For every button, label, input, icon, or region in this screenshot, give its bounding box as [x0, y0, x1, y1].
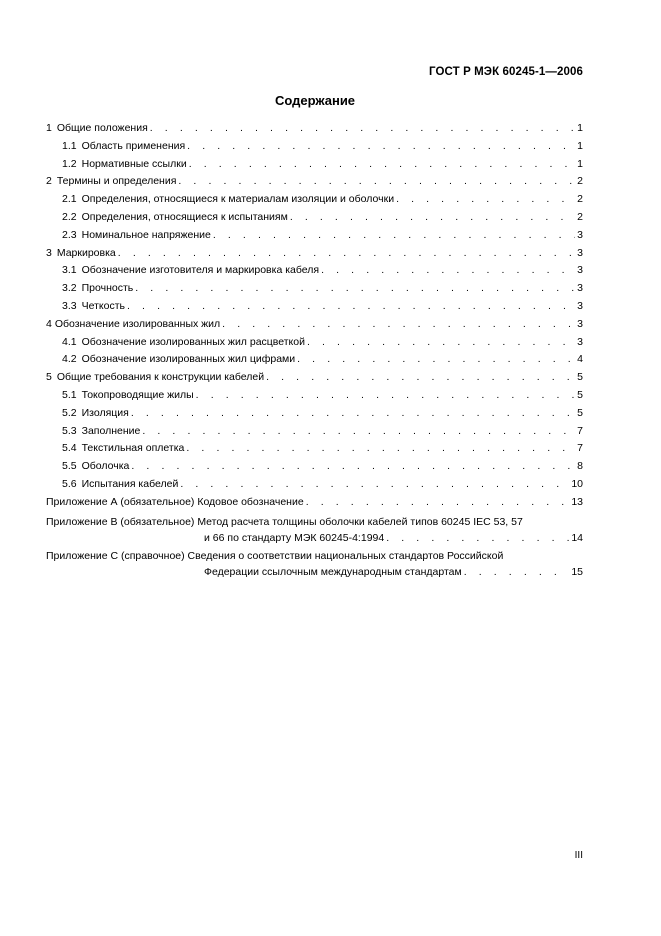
toc-appendix-label: Приложение С (справочное) Сведения о соответствии национальных стандартов Российской [46, 549, 504, 562]
toc-entry-label: Прочность [81, 282, 134, 295]
toc-entry-label: Заполнение [81, 424, 141, 437]
toc-leader-dots [127, 298, 575, 316]
toc-entry-number: 5.3 [62, 424, 77, 437]
toc-entry-label: Обозначение изолированных жил цифрами [81, 353, 296, 366]
toc-appendix-c[interactable] [46, 549, 583, 580]
toc-entry-page: 13 [571, 495, 583, 508]
toc-entry-label: Текстильная оплетка [81, 442, 185, 455]
toc-appendix-label-continued: Федерации ссылочным международным стандартам [204, 565, 462, 578]
toc-leader-dots [222, 316, 575, 334]
toc-entry-page: 3 [577, 299, 583, 312]
page-number: III [574, 850, 583, 861]
toc-entry-number: 4.1 [62, 335, 77, 348]
toc-entry-page: 3 [577, 282, 583, 295]
toc-appendix-b[interactable] [46, 515, 583, 546]
toc-entry[interactable] [46, 334, 583, 352]
toc-leader-dots [131, 458, 575, 476]
toc-entry[interactable] [46, 173, 583, 191]
toc-entry[interactable] [46, 191, 583, 209]
toc-entry-page: 1 [577, 122, 583, 134]
toc-leader-dots [386, 530, 569, 546]
toc-entry[interactable] [46, 209, 583, 227]
toc-entry-page: 2 [577, 175, 583, 188]
toc-appendix-line [46, 530, 583, 546]
toc-entry-number: 2.1 [62, 193, 77, 206]
toc-entry[interactable] [46, 120, 583, 138]
toc-entry-number: 2.3 [62, 228, 77, 241]
toc-leader-dots [196, 387, 575, 405]
toc-entry[interactable] [46, 245, 583, 263]
toc-entry-number: 3 [46, 246, 52, 259]
toc-entry-page: 1 [577, 157, 583, 170]
toc-leader-dots [142, 423, 575, 441]
toc-entry-label: Обозначение изолированных жил расцветкой [81, 335, 305, 348]
toc-entry[interactable] [46, 138, 583, 156]
toc-entry[interactable] [46, 458, 583, 476]
toc-entry-label: Общие положения [56, 122, 148, 134]
toc-entry-label: Обозначение изготовителя и маркировка кабеля [81, 264, 320, 277]
toc-leader-dots [118, 245, 575, 263]
toc-entry[interactable] [46, 262, 583, 280]
toc-appendix-a[interactable] [46, 494, 583, 512]
toc-entry-page: 8 [577, 460, 583, 473]
toc-appendix-line [46, 549, 583, 564]
toc-entry-page: 5 [577, 406, 583, 419]
toc-entry-label: Нормативные ссылки [81, 157, 187, 170]
toc-entry[interactable] [46, 423, 583, 441]
toc-entry-label: Маркировка [56, 246, 116, 259]
toc-leader-dots [297, 351, 575, 369]
toc-entry-label: Токопроводящие жилы [81, 388, 194, 401]
toc-entry-page: 3 [577, 335, 583, 348]
toc-entry-label: Общие требования к конструкции кабелей [56, 371, 265, 384]
toc-entry-number: 1.1 [62, 139, 77, 152]
toc-entry-page: 10 [571, 477, 583, 490]
toc-appendix-label: Приложение В (обязательное) Метод расчета толщины оболочки кабелей типов 60245 IEC 53, 57 [46, 515, 523, 528]
toc-entry-number: 1.2 [62, 157, 77, 170]
toc-entry-number: 4 [46, 317, 52, 330]
toc-entry-page: 4 [577, 353, 583, 366]
toc-leader-dots [187, 138, 575, 156]
toc-appendix-label: Приложение А (обязательное) Кодовое обозначение [46, 495, 304, 508]
toc-leader-dots [150, 120, 575, 138]
toc-entry-number: 1 [46, 122, 52, 134]
toc-entry-number: 3.1 [62, 264, 77, 277]
toc-entry-page: 3 [577, 246, 583, 259]
toc-entry[interactable] [46, 316, 583, 334]
toc-entry[interactable] [46, 387, 583, 405]
toc-entry-page: 1 [577, 139, 583, 152]
toc-entry-label: Определения, относящиеся к материалам изоляции и оболочки [81, 193, 395, 206]
toc-entry-label: Четкость [81, 299, 125, 312]
toc-entry-label: Термины и определения [56, 175, 177, 188]
toc-entry-page: 3 [577, 317, 583, 330]
toc-leader-dots [306, 494, 570, 512]
toc-leader-dots [178, 173, 575, 191]
toc-leader-dots [464, 564, 570, 580]
toc-entry-page: 2 [577, 193, 583, 206]
toc-leader-dots [189, 156, 575, 174]
toc-entry-page: 7 [577, 424, 583, 437]
toc-entry-number: 5.2 [62, 406, 77, 419]
toc-appendix-line [46, 515, 583, 530]
toc-entry[interactable] [46, 405, 583, 423]
document-code-header: ГОСТ Р МЭК 60245-1—2006 [429, 66, 583, 78]
toc-entry[interactable] [46, 369, 583, 387]
toc-leader-dots [321, 262, 575, 280]
toc-leader-dots [396, 191, 575, 209]
toc-leader-dots [290, 209, 575, 227]
toc-entry-page: 5 [577, 388, 583, 401]
toc-entry[interactable] [46, 156, 583, 174]
toc-entry[interactable] [46, 227, 583, 245]
toc-appendix-label-continued: и 66 по стандарту МЭК 60245-4:1994 [204, 531, 385, 544]
toc-entry-number: 2.2 [62, 210, 77, 223]
toc-leader-dots [135, 280, 575, 298]
toc-leader-dots [131, 405, 575, 423]
toc-entry-page: 2 [577, 210, 583, 223]
toc-entry[interactable] [46, 298, 583, 316]
toc-appendix-line [46, 564, 583, 580]
toc-entry-page: 3 [577, 264, 583, 277]
toc-title: Содержание [274, 93, 356, 108]
toc-leader-dots [266, 369, 575, 387]
toc-entry-label: Номинальное напряжение [81, 228, 211, 241]
toc-entry[interactable] [46, 280, 583, 298]
toc-entry-number: 5.4 [62, 442, 77, 455]
toc-entry-number: 5.6 [62, 477, 77, 490]
toc-entry-number: 5.5 [62, 460, 77, 473]
toc-entry-page: 14 [571, 531, 583, 544]
toc-entry-label: Определения, относящиеся к испытаниям [81, 210, 288, 223]
toc-entry-page: 15 [571, 565, 583, 578]
toc-entry-number: 5.1 [62, 388, 77, 401]
toc-entry[interactable] [46, 351, 583, 369]
toc-entry-number: 5 [46, 371, 52, 384]
toc-entry-label: Оболочка [81, 460, 130, 473]
toc-leader-dots [186, 440, 575, 458]
toc-entry-number: 4.2 [62, 353, 77, 366]
toc-entry-page: 3 [577, 228, 583, 241]
toc-entry-number: 3.2 [62, 282, 77, 295]
toc-entry-page: 5 [577, 371, 583, 384]
toc-entry-number: 2 [46, 175, 52, 188]
toc-leader-dots [180, 476, 569, 494]
toc-leader-dots [307, 334, 575, 352]
toc-entry-label: Испытания кабелей [81, 477, 179, 490]
toc-entry-number: 3.3 [62, 299, 77, 312]
toc-entry-page: 7 [577, 442, 583, 455]
toc-entry-label: Изоляция [81, 406, 129, 419]
table-of-contents [46, 120, 583, 580]
toc-entry[interactable] [46, 476, 583, 494]
toc-leader-dots [213, 227, 575, 245]
toc-entry[interactable] [46, 440, 583, 458]
toc-entry-label: Область применения [81, 139, 186, 152]
toc-entry-label: Обозначение изолированных жил [54, 317, 221, 330]
